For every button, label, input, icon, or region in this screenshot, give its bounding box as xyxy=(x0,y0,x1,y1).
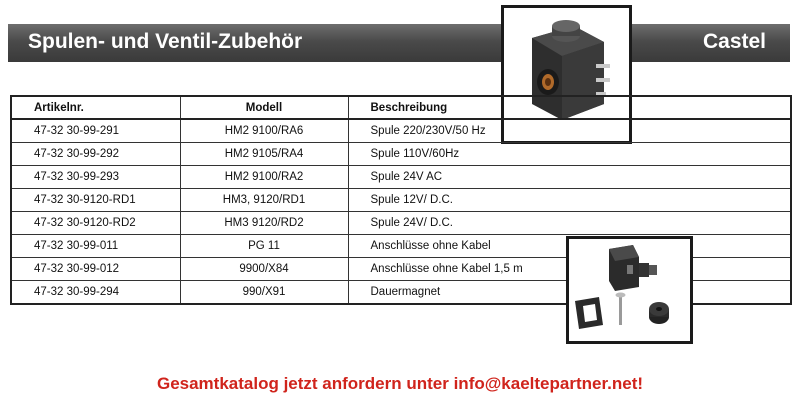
cell-beschreibung: Spule 24V AC xyxy=(348,165,790,188)
table-row xyxy=(12,165,790,188)
connector-plug-image xyxy=(566,236,693,344)
table-header-row xyxy=(12,97,790,119)
cell-beschreibung: Spule 220/230V/50 Hz xyxy=(348,119,790,142)
cell-modell: 9900/X84 xyxy=(180,257,348,280)
cell-artikelnr: 47-32 30-99-012 xyxy=(12,257,180,280)
column-header-artikelnr: Artikelnr. xyxy=(12,97,180,119)
cell-beschreibung: Dauermagnet xyxy=(370,285,441,298)
cell-artikelnr: 47-32 30-99-011 xyxy=(12,234,180,257)
table-row xyxy=(12,142,790,165)
cell-artikelnr: 47-32 30-99-291 xyxy=(12,119,180,142)
table-row xyxy=(12,119,790,142)
cell-artikelnr: 47-32 30-99-293 xyxy=(12,165,180,188)
brand-name: Castel xyxy=(702,30,766,53)
cell-modell: 990/X91 xyxy=(180,280,348,303)
page-title: Spulen- und Ventil-Zubehör xyxy=(28,30,303,53)
table-row xyxy=(12,188,790,211)
cell-artikelnr: 47-32 30-99-294 xyxy=(12,280,180,303)
cell-modell: HM2 9100/RA2 xyxy=(180,165,348,188)
cell-artikelnr: 47-32 30-9120-RD1 xyxy=(12,188,180,211)
cell-beschreibung: Spule 12V/ D.C. xyxy=(348,188,790,211)
connector-plug-icon xyxy=(569,239,690,341)
catalog-request-text: Gesamtkatalog jetzt anfordern unter info@kaeltepartner.net! xyxy=(156,374,644,393)
cell-beschreibung: Anschlüsse ohne Kabel 1,5 m xyxy=(348,257,790,280)
cell-beschreibung: Anschlüsse ohne Kabel xyxy=(348,234,790,257)
table-row xyxy=(12,211,790,234)
cell-modell: HM2 9105/RA4 xyxy=(180,142,348,165)
cell-beschreibung: Spule 24V/ D.C. xyxy=(348,211,790,234)
column-header-modell: Modell xyxy=(180,97,348,119)
column-header-beschreibung: Beschreibung xyxy=(348,97,790,119)
cell-modell: PG 11 xyxy=(180,234,348,257)
cell-artikelnr: 47-32 30-99-292 xyxy=(12,142,180,165)
cell-artikelnr: 47-32 30-9120-RD2 xyxy=(12,211,180,234)
cell-beschreibung: Spule 110V/60Hz xyxy=(348,142,790,165)
cell-modell: HM2 9100/RA6 xyxy=(180,119,348,142)
cell-modell: HM3 9120/RD2 xyxy=(180,211,348,234)
cell-modell: HM3, 9120/RD1 xyxy=(180,188,348,211)
